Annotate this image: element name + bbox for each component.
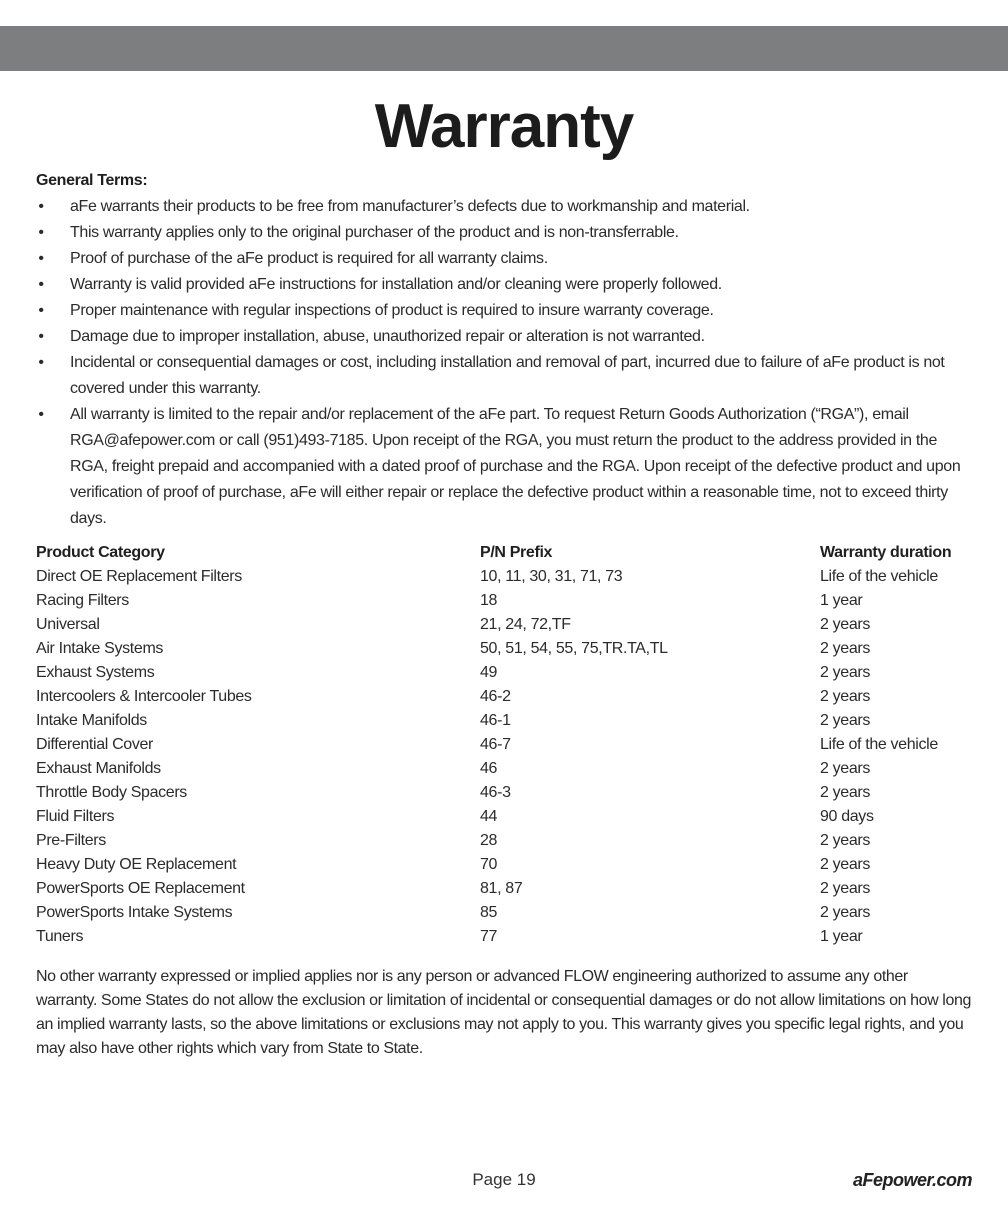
cell-warranty-duration: Life of the vehicle bbox=[820, 568, 938, 585]
cell-warranty-duration: 2 years bbox=[820, 640, 871, 657]
cell-pn-prefix: 44 bbox=[480, 808, 498, 825]
cell-warranty-duration: 1 year bbox=[820, 592, 863, 609]
cell-product-category: Racing Filters bbox=[36, 592, 129, 609]
column-header-pn-prefix: P/N Prefix bbox=[480, 544, 553, 561]
term-item bbox=[36, 350, 976, 402]
term-text: Incidental or consequential damages or cost, including installation and removal of part, incurred due to failure of aFe product is not covered under this warranty. bbox=[70, 354, 945, 397]
term-text: aFe warrants their products to be free from manufacturer’s defects due to workmanship and material. bbox=[70, 198, 750, 215]
bullet-icon: • bbox=[38, 224, 44, 241]
cell-product-category: Differential Cover bbox=[36, 736, 154, 753]
table-body bbox=[36, 565, 971, 949]
term-item bbox=[36, 272, 976, 298]
page-title: Warranty bbox=[374, 92, 634, 161]
term-text: Damage due to improper installation, abuse, unauthorized repair or alteration is not warranted. bbox=[70, 328, 705, 345]
cell-pn-prefix: 46-1 bbox=[480, 712, 511, 729]
cell-warranty-duration: 2 years bbox=[820, 664, 871, 681]
cell-pn-prefix: 85 bbox=[480, 904, 498, 921]
cell-warranty-duration: 2 years bbox=[820, 784, 871, 801]
cell-warranty-duration: 2 years bbox=[820, 688, 871, 705]
cell-product-category: Air Intake Systems bbox=[36, 640, 164, 657]
table-row bbox=[36, 709, 971, 733]
column-header-warranty-duration: Warranty duration bbox=[820, 544, 952, 561]
disclaimer-paragraph: No other warranty expressed or implied applies nor is any person or advanced FLOW engineering authorized to assume any other warranty. Some States do not allow the exclusion or limitation of incidental or consequential damages or do not allow limitations on how long an implied warranty lasts, so the above limitations or exclusions may not apply to you. This warranty gives you specific legal rights, and you may also have other rights which vary from State to State. bbox=[36, 968, 971, 1057]
table-row bbox=[36, 661, 971, 685]
bullet-icon: • bbox=[38, 250, 44, 267]
term-item bbox=[36, 220, 976, 246]
cell-pn-prefix: 28 bbox=[480, 832, 498, 849]
term-item bbox=[36, 402, 976, 532]
table-header-row bbox=[36, 541, 971, 565]
cell-warranty-duration: 1 year bbox=[820, 928, 863, 945]
table-row bbox=[36, 685, 971, 709]
table-row bbox=[36, 613, 971, 637]
table-row bbox=[36, 565, 971, 589]
cell-product-category: PowerSports Intake Systems bbox=[36, 904, 233, 921]
table-row bbox=[36, 925, 971, 949]
term-item bbox=[36, 298, 976, 324]
bullet-icon: • bbox=[38, 328, 44, 345]
cell-pn-prefix: 46-7 bbox=[480, 736, 511, 753]
bullet-icon: • bbox=[38, 302, 44, 319]
cell-warranty-duration: 2 years bbox=[820, 856, 871, 873]
cell-pn-prefix: 21, 24, 72,TF bbox=[480, 616, 571, 633]
cell-pn-prefix: 70 bbox=[480, 856, 498, 873]
cell-warranty-duration: 2 years bbox=[820, 880, 871, 897]
term-item bbox=[36, 246, 976, 272]
table-row bbox=[36, 757, 971, 781]
cell-warranty-duration: 2 years bbox=[820, 712, 871, 729]
cell-warranty-duration: 2 years bbox=[820, 616, 871, 633]
table-row bbox=[36, 589, 971, 613]
cell-pn-prefix: 18 bbox=[480, 592, 498, 609]
warranty-table bbox=[36, 541, 971, 949]
table-row bbox=[36, 637, 971, 661]
cell-product-category: PowerSports OE Replacement bbox=[36, 880, 245, 897]
term-text: Proof of purchase of the aFe product is required for all warranty claims. bbox=[70, 250, 548, 267]
cell-product-category: Exhaust Systems bbox=[36, 664, 155, 681]
column-header-product-category: Product Category bbox=[36, 544, 165, 561]
table-row bbox=[36, 853, 971, 877]
cell-product-category: Tuners bbox=[36, 928, 84, 945]
cell-pn-prefix: 46-3 bbox=[480, 784, 511, 801]
bullet-icon: • bbox=[38, 276, 44, 293]
cell-product-category: Intake Manifolds bbox=[36, 712, 147, 729]
bullet-icon: • bbox=[38, 406, 44, 423]
header-band bbox=[0, 26, 1008, 71]
cell-product-category: Throttle Body Spacers bbox=[36, 784, 187, 801]
cell-pn-prefix: 77 bbox=[480, 928, 498, 945]
cell-warranty-duration: 90 days bbox=[820, 808, 874, 825]
term-item bbox=[36, 324, 976, 350]
term-text: This warranty applies only to the original purchaser of the product and is non-transferrable. bbox=[70, 224, 679, 241]
table-row bbox=[36, 901, 971, 925]
general-terms-heading: General Terms: bbox=[36, 172, 148, 189]
term-text: All warranty is limited to the repair and/or replacement of the aFe part. To request Return Goods Authorization (“RGA”), email RGA@afepower.com or call (951)493-7185. Upon receipt of the RGA, you must return the product to the address provided in the RGA, freight prepaid and accompanied with a dated proof of purchase and the RGA. Upon receipt of the defective product and upon verification of proof of purchase, aFe will either repair or replace the defective product within a reasonable time, not to exceed thirty days. bbox=[70, 406, 961, 527]
general-terms-section bbox=[36, 168, 976, 532]
cell-pn-prefix: 10, 11, 30, 31, 71, 73 bbox=[480, 568, 623, 585]
table-row bbox=[36, 877, 971, 901]
cell-pn-prefix: 81, 87 bbox=[480, 880, 523, 897]
cell-warranty-duration: 2 years bbox=[820, 904, 871, 921]
table-row bbox=[36, 781, 971, 805]
cell-product-category: Heavy Duty OE Replacement bbox=[36, 856, 237, 873]
cell-product-category: Fluid Filters bbox=[36, 808, 115, 825]
term-item bbox=[36, 194, 976, 220]
page-number: Page 19 bbox=[472, 1170, 536, 1189]
footer-website: aFepower.com bbox=[852, 1170, 972, 1190]
table-row bbox=[36, 805, 971, 829]
cell-product-category: Universal bbox=[36, 616, 100, 633]
cell-warranty-duration: 2 years bbox=[820, 832, 871, 849]
cell-warranty-duration: Life of the vehicle bbox=[820, 736, 938, 753]
cell-warranty-duration: 2 years bbox=[820, 760, 871, 777]
cell-pn-prefix: 50, 51, 54, 55, 75,TR.TA,TL bbox=[480, 640, 668, 657]
bullet-icon: • bbox=[38, 354, 44, 371]
cell-product-category: Exhaust Manifolds bbox=[36, 760, 161, 777]
cell-product-category: Pre-Filters bbox=[36, 832, 106, 849]
cell-pn-prefix: 46 bbox=[480, 760, 498, 777]
cell-pn-prefix: 46-2 bbox=[480, 688, 511, 705]
table-row bbox=[36, 733, 971, 757]
bullet-icon: • bbox=[38, 198, 44, 215]
table-row bbox=[36, 829, 971, 853]
cell-product-category: Intercoolers & Intercooler Tubes bbox=[36, 688, 252, 705]
cell-pn-prefix: 49 bbox=[480, 664, 498, 681]
term-text: Warranty is valid provided aFe instructions for installation and/or cleaning were properly followed. bbox=[70, 276, 722, 293]
general-terms-list bbox=[36, 194, 976, 532]
term-text: Proper maintenance with regular inspections of product is required to insure warranty coverage. bbox=[70, 302, 714, 319]
cell-product-category: Direct OE Replacement Filters bbox=[36, 568, 242, 585]
